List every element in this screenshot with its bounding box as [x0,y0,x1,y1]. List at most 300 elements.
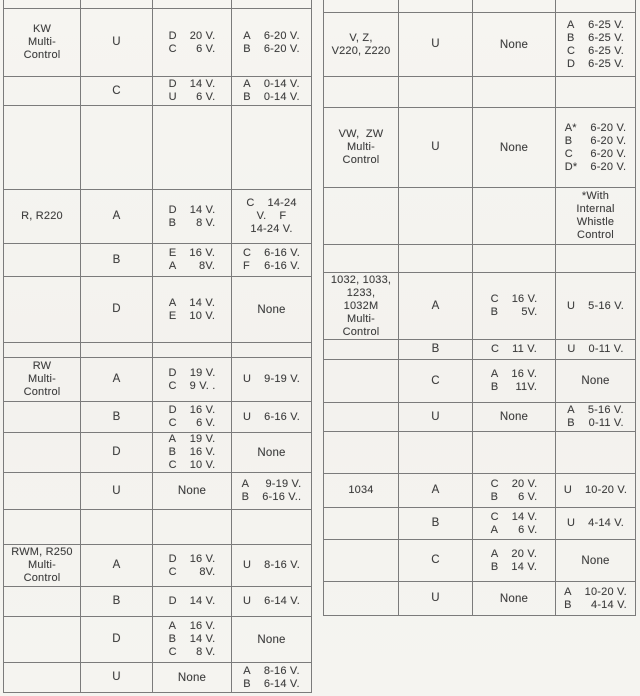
table-row [4,402,312,433]
control-position-cell [81,473,153,510]
voltage-pairs [491,548,537,574]
empty-cell [153,106,232,190]
control-position-cell [81,545,153,587]
terminal-letter: D* [564,160,578,173]
fixed-voltage-cell [153,433,232,473]
empty-cell [473,432,556,474]
empty-cell [324,360,399,403]
text-line: Multi- [346,312,376,325]
text-line: D [112,446,121,458]
voltage-pairs [243,595,300,608]
variable-voltage-cell [556,13,636,77]
cell-text [113,559,121,572]
empty-cell [4,617,81,663]
voltage-value: 19 V. [189,366,216,379]
terminal-letter: D [168,552,177,565]
text-line: B [112,253,121,266]
empty-cell [324,188,399,245]
table-row [324,360,636,403]
voltage-value: 8-16 V. [263,664,300,677]
text-line: C [431,374,440,387]
model-cell [4,9,81,77]
text-line: C 14-24 [246,197,297,209]
voltage-value: 6-25 V. [588,57,624,70]
table-row [4,244,312,277]
text-line: U [112,671,121,683]
variable-voltage-cell [232,587,312,617]
cell-text [432,484,440,497]
voltage-value: 6 V. [518,490,538,503]
text-line: Control [577,229,614,241]
control-position-cell [399,108,473,188]
none-label: None [499,411,529,423]
terminal-letter: A [168,296,177,309]
voltage-pairs [567,404,623,430]
table-row [324,77,636,108]
fixed-voltage-cell [153,244,232,277]
text-line: U [112,484,121,497]
voltage-pairs [243,665,299,691]
terminal-letter: B [168,446,177,458]
control-position-cell [399,360,473,403]
voltage-pairs [169,78,216,104]
text-line: C [112,84,121,97]
variable-voltage-cell [232,277,312,343]
voltage-value: 14 V. [511,510,538,523]
voltage-value: 11 V. [512,343,537,355]
fixed-voltage-cell [153,545,232,587]
terminal-letter: U [242,373,252,385]
empty-cell [473,77,556,108]
empty-cell [324,340,399,360]
cell-text [432,517,440,530]
fixed-voltage-cell [153,190,232,244]
variable-voltage-cell [556,474,636,508]
variable-voltage-cell [556,108,636,188]
empty-cell [232,343,312,358]
voltage-value: 6-16 V.. [262,491,302,503]
empty-cell [81,343,153,358]
terminal-letter: U [566,517,576,529]
variable-voltage-cell [556,188,636,245]
text-line: Internal [576,203,615,215]
voltage-value: 16 V. [511,368,538,380]
voltage-value: 6-20 V. [590,134,627,147]
empty-cell [324,432,399,474]
cell-text [339,128,384,167]
empty-cell [4,343,81,358]
text-line: D [112,303,121,315]
terminal-letter: B [490,490,499,503]
variable-voltage-cell [232,402,312,433]
cell-text [113,411,121,424]
voltage-value: 14 V. [189,595,216,607]
voltage-value: 9-19 V. [264,373,300,385]
fixed-voltage-cell [473,403,556,432]
voltage-value: 6-14 V. [263,677,300,690]
empty-cell [473,188,556,245]
empty-cell [4,433,81,473]
text-line: RWM, R250 [11,546,73,558]
voltage-value: 19 V. [189,433,216,445]
table-row [324,273,636,340]
terminal-letter: B [490,381,499,393]
variable-voltage-cell [232,190,312,244]
text-line: Multi- [27,373,57,385]
table-row [324,508,636,540]
variable-voltage-cell [232,77,312,106]
control-position-cell [81,190,153,244]
variable-voltage-cell [232,663,312,693]
cell-text [112,633,121,646]
cell-text [431,411,440,424]
empty-cell [473,245,556,273]
cell-text [431,38,440,51]
cell-text [332,32,391,58]
terminal-letter: C [490,477,499,490]
text-line: A [112,559,121,571]
fixed-voltage-cell [473,360,556,403]
voltage-value: 10-20 V. [584,484,628,496]
voltage-value: 6-25 V. [588,31,624,44]
text-line: U [431,141,440,153]
table-row [324,403,636,432]
voltage-pairs [243,78,299,104]
variable-voltage-cell [232,9,312,77]
text-line: *With [581,190,610,202]
text-line: Multi- [27,36,57,48]
voltage-value: 16 V. [189,404,216,416]
text-line: V. F [256,210,287,222]
cell-text [431,554,440,567]
cell-text [112,36,121,49]
table-right [323,0,636,616]
variable-voltage-cell [556,273,636,340]
voltage-pairs [567,300,624,313]
text-line: VW, ZW [338,128,384,140]
voltage-pairs [491,368,537,394]
voltage-value: 6 V. [196,42,216,55]
voltage-value: 6-20 V. [590,121,627,134]
voltage-value: 6 V. [518,523,538,536]
table-row [4,510,312,545]
variable-voltage-cell [232,433,312,473]
terminal-letter: C [242,247,252,259]
table-row [4,587,312,617]
voltage-pairs [169,404,216,430]
none-label: None [177,485,207,497]
voltage-value: 10-20 V. [584,585,627,598]
table-row [324,13,636,77]
model-cell [4,358,81,402]
terminal-letter: A [241,478,250,490]
voltage-pairs [168,367,215,393]
terminal-letter: A [490,547,499,560]
terminal-letter: U [566,299,576,312]
terminal-letter: C [490,343,500,355]
text-line: U [431,592,440,604]
empty-cell [153,510,232,545]
none-label: None [581,554,610,567]
text-line: Control [342,154,380,166]
table-row [324,474,636,508]
terminal-letter: D [168,29,177,42]
voltage-value: 4-14 V. [591,598,627,611]
voltage-pairs [169,204,216,230]
table-row [324,108,636,188]
voltage-value: 14 V. [189,78,216,90]
text-line: V220, Z220 [331,44,391,57]
voltage-pairs [243,559,300,572]
voltage-value: 0-11 V. [588,417,624,429]
cell-text [576,190,614,242]
control-position-cell [81,358,153,402]
variable-voltage-cell [556,508,636,540]
control-position-cell [399,508,473,540]
empty-cell [153,0,232,9]
empty-cell [4,663,81,693]
voltage-value: 6-16 V. [264,260,300,272]
voltage-value: 20 V. [189,29,216,42]
fixed-voltage-cell [473,13,556,77]
fixed-voltage-cell [153,402,232,433]
table-row [324,432,636,474]
fixed-voltage-cell [153,358,232,402]
cell-text [112,85,121,98]
voltage-value: 6-20 V. [263,29,300,42]
terminal-letter: B [168,216,177,229]
empty-cell [324,0,399,13]
terminal-letter: U [567,343,576,355]
terminal-letter: C [490,510,499,523]
control-position-cell [399,540,473,582]
fixed-voltage-cell [153,77,232,106]
control-position-cell [81,277,153,343]
cell-text [11,546,73,585]
text-line: RW [32,360,52,372]
voltage-value: 6 V. [196,417,216,429]
terminal-letter: A [243,664,251,677]
voltage-value: 11V. [515,381,538,393]
voltage-pairs [564,484,627,497]
empty-cell [4,106,81,190]
terminal-letter: A [564,585,572,598]
cell-text [24,23,61,62]
terminal-letter: A [243,29,251,42]
text-line: B [112,595,121,607]
control-position-cell [81,402,153,433]
voltage-value: 0-14 V. [263,91,300,103]
voltage-value: 16 V. [189,552,216,565]
voltage-pairs [243,411,300,424]
control-position-cell [399,474,473,508]
cell-text [112,671,121,684]
terminal-letter: C [564,147,573,160]
voltage-pairs [567,517,624,530]
terminal-letter: C [168,42,177,55]
fixed-voltage-cell [473,582,556,616]
table-row [324,582,636,616]
text-line: U [431,38,440,50]
text-line: 1032, 1033, [330,273,392,286]
voltage-value: 6 V. [196,91,216,103]
terminal-letter: C [168,565,177,578]
model-cell [4,190,81,244]
voltage-pairs [564,586,627,612]
terminal-letter: A [567,404,575,416]
fixed-voltage-cell [473,540,556,582]
terminal-letter: A [490,523,499,536]
table-row [4,106,312,190]
text-line: Multi- [346,141,376,153]
table-row [324,540,636,582]
voltage-value: 8V. [199,260,216,272]
fixed-voltage-cell [473,340,556,360]
terminal-letter: B [168,633,177,645]
none-label: None [499,38,529,51]
fixed-voltage-cell [153,587,232,617]
cell-text [331,274,391,339]
table-left [3,0,312,693]
text-line: Control [342,325,380,338]
text-line: A [431,484,440,496]
cell-text [113,254,121,267]
voltage-value: 6-25 V. [588,44,624,57]
fixed-voltage-cell [153,277,232,343]
cell-text [431,375,440,388]
empty-cell [4,77,81,106]
table-row [4,358,312,402]
voltage-pairs [242,478,302,504]
text-line: C [431,554,440,566]
variable-voltage-cell [232,545,312,587]
voltage-pairs [169,595,216,608]
voltage-value: 0-11 V. [588,343,624,355]
empty-cell [4,587,81,617]
table-row [4,545,312,587]
voltage-pairs [169,297,215,323]
terminal-letter: D [168,203,177,216]
voltage-value: 8V. [199,565,216,578]
voltage-value: 16 V. [511,293,538,305]
table-row [4,617,312,663]
cell-text [348,484,373,497]
voltage-value: 8-16 V. [264,559,300,571]
voltage-pairs [567,343,623,356]
empty-cell [4,0,81,9]
table-row [324,340,636,360]
empty-cell [324,403,399,432]
voltage-pairs [491,293,538,319]
model-cell [324,13,399,77]
text-line: Multi- [27,559,57,571]
empty-cell [81,106,153,190]
cell-text [113,595,121,608]
variable-voltage-cell [556,403,636,432]
table-row [4,277,312,343]
cell-text [431,141,440,154]
voltage-value: 6-20 V. [263,42,300,55]
terminal-letter: B [241,491,250,503]
model-cell [324,474,399,508]
text-line: B [431,517,440,529]
empty-cell [4,277,81,343]
terminal-letter: E [168,247,177,259]
text-line: Control [23,572,61,584]
terminal-letter: E [168,309,177,322]
fixed-voltage-cell [473,474,556,508]
cell-text [431,592,440,605]
terminal-letter: B [490,560,499,573]
terminal-letter: B [243,91,251,103]
empty-cell [4,473,81,510]
cell-text [112,485,121,498]
empty-cell [473,0,556,13]
control-position-cell [399,13,473,77]
voltage-value: 20 V. [511,477,538,490]
voltage-pairs [169,30,216,56]
fixed-voltage-cell [473,108,556,188]
cell-text [113,210,121,223]
terminal-letter: B [490,306,499,318]
terminal-letter: B [564,598,572,611]
terminal-letter: F [242,260,250,272]
text-line: U [431,410,440,423]
text-line: 1034 [348,484,374,496]
voltage-value: 16 V. [189,247,216,259]
voltage-pairs [565,122,626,174]
voltage-value: 5V. [521,306,538,318]
voltage-pairs [243,247,300,273]
voltage-pairs [567,19,624,71]
empty-cell [399,188,473,245]
voltage-value: 8 V. [196,216,216,229]
cell-text [432,343,440,356]
voltage-value: 6-20 V. [590,147,627,160]
terminal-letter: A [490,368,499,380]
cell-text [21,210,63,223]
fixed-voltage-cell [153,617,232,663]
empty-cell [4,244,81,277]
voltage-value: 4-14 V. [588,517,624,529]
text-line: A [112,373,121,385]
voltage-value: 10 V. [189,459,216,471]
empty-cell [399,245,473,273]
table-row [4,473,312,510]
terminal-letter: D [168,404,177,416]
empty-cell [556,0,636,13]
voltage-pairs [491,478,538,504]
empty-cell [4,402,81,433]
empty-cell [232,106,312,190]
text-line: U [112,36,121,48]
text-line: V, Z, [349,31,373,44]
control-position-cell [399,340,473,360]
terminal-letter: D [566,57,576,70]
voltage-value: 10 V. [189,309,216,322]
terminal-letter: A [168,433,177,445]
empty-cell [324,508,399,540]
text-line: A [431,299,440,312]
table-row [324,245,636,273]
terminal-letter: D [168,366,177,379]
table-row [324,188,636,245]
empty-cell [556,77,636,108]
voltage-value: 9 V. . [189,379,216,392]
variable-voltage-cell [556,540,636,582]
empty-cell [399,432,473,474]
text-line: B [112,410,121,423]
